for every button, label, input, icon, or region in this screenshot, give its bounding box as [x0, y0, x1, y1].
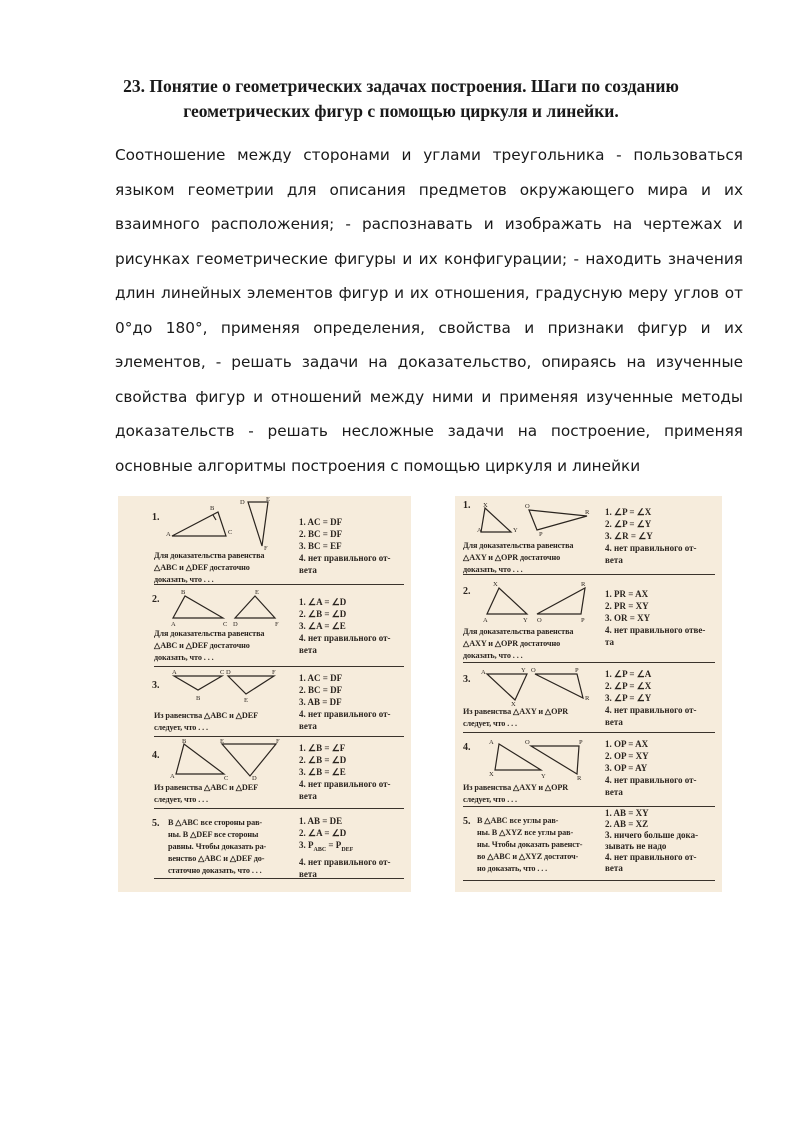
paragraph-line: основные алгоритмы построения с помощью циркуля и линейки	[115, 456, 641, 475]
body-paragraph	[115, 138, 743, 483]
paragraph-line: языком геометрии для описания предметов окружающего мира и их	[115, 180, 743, 199]
divider	[154, 666, 404, 667]
vertex-label: A	[172, 669, 177, 676]
question-line: но доказать, что . . .	[477, 864, 548, 873]
question-line: Для доказательства равенства	[463, 627, 574, 636]
option: 4. нет правильного отве-	[605, 625, 706, 635]
task-question	[463, 782, 568, 806]
option: 3. OP = AY	[605, 763, 648, 773]
triangles-figure	[477, 502, 597, 540]
vertex-label: D	[252, 775, 257, 782]
question-line: ны. В △XYZ все углы рав-	[477, 828, 574, 837]
option: вета	[605, 787, 623, 797]
paragraph-line: элементов, - решать задачи на доказательство, опираясь на изученные	[115, 353, 743, 371]
vertex-label: Y	[541, 773, 546, 780]
vertex-label: R	[581, 581, 586, 588]
vertex-label: C	[223, 621, 228, 628]
option: 2. ∠B = ∠D	[299, 609, 347, 619]
triangles-figure	[477, 580, 607, 624]
vertex-label: P	[581, 617, 585, 624]
paragraph-line: рисунках геометрические фигуры и их конфигурации; - находить значения	[115, 249, 743, 268]
task-1	[455, 496, 722, 576]
task-options	[299, 742, 391, 802]
vertex-label: F	[276, 738, 280, 745]
question-line: следует, что . . .	[463, 795, 517, 804]
task-question	[154, 550, 264, 586]
option: 4. нет правильного от-	[299, 553, 391, 563]
option: 4. нет правильного от-	[299, 633, 391, 643]
worksheet-left	[118, 496, 411, 892]
task-4	[455, 734, 722, 808]
task-options	[605, 808, 698, 874]
question-line: Из равенства △ABC и △DEF	[154, 783, 259, 792]
question-line: доказать, что . . .	[154, 575, 214, 584]
vertex-label: B	[196, 695, 201, 702]
option: 2. ∠B = ∠D	[299, 755, 347, 765]
question-line: ны. В △DEF все стороны	[168, 830, 259, 839]
vertex-label: F	[272, 669, 276, 676]
paragraph-line: 0°до 180°, применяя определения, свойства и признаки фигур и их	[115, 318, 743, 337]
option: вета	[605, 863, 623, 873]
vertex-label: A	[481, 669, 486, 676]
title-line-1: 23. Понятие о геометрических задачах построения. Шаги по созданию	[123, 76, 679, 96]
vertex-label: P	[575, 667, 579, 674]
vertex-label: X	[493, 581, 498, 588]
option: 1. OP = AX	[605, 739, 649, 749]
divider	[154, 584, 404, 585]
task-4	[118, 736, 411, 810]
vertex-label: C	[220, 669, 225, 676]
option: 2. PR = XY	[605, 601, 649, 611]
task-number: 1.	[152, 512, 160, 523]
task-number: 3.	[152, 680, 160, 691]
question-line: доказать, что . . .	[154, 653, 214, 662]
option: вета	[605, 717, 623, 727]
option: 1. PR = AX	[605, 589, 649, 599]
divider	[463, 732, 715, 733]
option: 3. ∠R = ∠Y	[605, 531, 653, 541]
triangles-figure	[163, 588, 293, 628]
task-5	[118, 812, 411, 892]
question-line: следует, что . . .	[154, 723, 208, 732]
task-number: 2.	[463, 586, 471, 597]
option: 1. ∠A = ∠D	[299, 597, 347, 607]
question-line: Для доказательства равенства	[154, 551, 265, 560]
task-options	[299, 516, 391, 576]
task-number: 5.	[152, 818, 160, 829]
vertex-label: E	[244, 697, 248, 704]
vertex-label: D	[233, 621, 238, 628]
paragraph-line: взаимного расположения; - распознавать и изображать на чертежах и	[115, 215, 743, 233]
question-line: △ABC и △DEF достаточно	[154, 563, 250, 572]
option: 3. BC = EF	[299, 541, 342, 551]
vertex-label: O	[537, 617, 542, 624]
option: 1. AB = XY	[605, 808, 649, 818]
vertex-label: B	[210, 505, 215, 512]
subscript: ABC	[313, 846, 327, 853]
vertex-label: A	[171, 621, 176, 628]
option: 4. нет правильного от-	[299, 709, 391, 719]
divider	[463, 806, 715, 807]
task-options	[605, 738, 697, 798]
option: 2. BC = DF	[299, 529, 343, 539]
divider	[154, 878, 404, 879]
divider	[463, 662, 715, 663]
vertex-label: Y	[521, 667, 526, 674]
option: 2. AB = XZ	[605, 819, 649, 829]
task-options	[605, 588, 705, 648]
vertex-label: X	[511, 701, 516, 708]
question-line: В △ABC все стороны рав-	[168, 818, 263, 827]
option: 3. AB = DF	[299, 697, 342, 707]
question-line: Для доказательства равенства	[463, 541, 574, 550]
vertex-label: R	[585, 695, 590, 702]
task-question	[463, 706, 568, 730]
vertex-label: C	[228, 529, 233, 536]
vertex-label: A	[170, 773, 175, 780]
divider	[463, 880, 715, 881]
triangles-figure	[168, 668, 288, 704]
worksheet-right	[455, 496, 722, 892]
option: 3. ничего больше дока-	[605, 830, 699, 840]
task-3	[455, 664, 722, 734]
vertex-label: P	[539, 531, 543, 538]
option: 3. ∠P = ∠Y	[605, 693, 652, 703]
triangles-figure	[477, 666, 607, 706]
task-1	[118, 496, 411, 584]
divider	[463, 574, 715, 575]
vertex-label: X	[483, 502, 488, 509]
task-number: 1.	[463, 500, 471, 511]
vertex-label: A	[489, 739, 494, 746]
triangles-figure	[168, 738, 298, 780]
option: вета	[299, 645, 317, 655]
vertex-label: C	[224, 775, 229, 782]
paragraph-line: доказательств - решать несложные задачи на построение, применяя	[115, 422, 743, 440]
option: 3. ∠B = ∠E	[299, 767, 346, 777]
option: 1. ∠P = ∠A	[605, 669, 652, 679]
question-line: В △ABC все углы рав-	[477, 816, 559, 825]
triangles-figure	[158, 498, 278, 554]
option: 3. OR = XY	[605, 613, 651, 623]
vertex-label: F	[264, 545, 268, 552]
vertex-label: Y	[513, 527, 518, 534]
option: зывать не надо	[605, 841, 667, 851]
option: 4. нет правильного от-	[605, 775, 697, 785]
option-text: 3. P	[299, 840, 314, 850]
task-options	[299, 596, 391, 656]
option: 1. AC = DF	[299, 517, 343, 527]
title-line-2: геометрических фигур с помощью циркуля и линейки.	[183, 101, 619, 121]
vertex-label: Y	[523, 617, 528, 624]
task-5	[455, 808, 722, 892]
option: 1. ∠B = ∠F	[299, 743, 346, 753]
task-number: 5.	[463, 816, 471, 827]
task-number: 2.	[152, 594, 160, 605]
question-line: Из равенства △AXY и △OPR	[463, 783, 569, 792]
vertex-label: D	[226, 669, 231, 676]
task-question	[463, 540, 573, 576]
option: 2. ∠P = ∠X	[605, 681, 652, 691]
question-line: венство △ABC и △DEF до-	[168, 854, 265, 863]
paragraph-line: свойства фигур и отношений между ними и применяя изученные методы	[115, 387, 743, 406]
question-line: △ABC и △DEF достаточно	[154, 641, 250, 650]
question-line: △AXY и △OPR достаточно	[463, 553, 561, 562]
question-line: Из равенства △ABC и △DEF	[154, 711, 259, 720]
task-options	[605, 668, 697, 728]
vertex-label: A	[483, 617, 488, 624]
option: 3. ∠A = ∠E	[299, 621, 346, 631]
question-line: Для доказательства равенства	[154, 629, 265, 638]
task-number: 4.	[463, 742, 471, 753]
question-line: следует, что . . .	[463, 719, 517, 728]
question-line: ны. Чтобы доказать равенст-	[477, 840, 583, 849]
task-options	[605, 506, 697, 566]
option: вета	[605, 555, 623, 565]
option-text: = P	[326, 840, 342, 850]
vertex-label: B	[181, 589, 186, 596]
option: 4. нет правильного от-	[605, 543, 697, 553]
task-number: 3.	[463, 674, 471, 685]
vertex-label: R	[577, 775, 582, 782]
option: 2. ∠A = ∠D	[299, 828, 347, 838]
option: 4. нет правильного от-	[605, 852, 697, 862]
option: вета	[299, 868, 317, 879]
task-question	[463, 626, 573, 662]
vertex-label: E	[220, 738, 224, 745]
vertex-label: P	[579, 739, 583, 746]
question-line: доказать, что . . .	[463, 651, 523, 660]
task-question	[477, 815, 582, 875]
option: 1. ∠P = ∠X	[605, 507, 652, 517]
task-number: 4.	[152, 750, 160, 761]
question-line: равны. Чтобы доказать ра-	[168, 842, 267, 851]
divider	[154, 808, 404, 809]
question-line: статочно доказать, что . . .	[168, 866, 262, 875]
page-title	[80, 74, 722, 124]
vertex-label: O	[525, 503, 530, 510]
vertex-label: F	[275, 621, 279, 628]
question-line: доказать, что . . .	[463, 565, 523, 574]
question-line: Из равенства △AXY и △OPR	[463, 707, 569, 716]
task-question	[154, 710, 258, 734]
task-2	[455, 576, 722, 664]
task-options	[299, 815, 391, 880]
option: вета	[299, 721, 317, 731]
question-line: во △ABC и △XYZ достаточ-	[477, 852, 579, 861]
vertex-label: O	[525, 739, 530, 746]
subscript: DEF	[341, 846, 354, 853]
paragraph-line: длин линейных элементов фигур и их отношения, градусную меру углов от	[115, 284, 743, 302]
vertex-label: A	[477, 527, 482, 534]
task-2	[118, 586, 411, 668]
vertex-label: X	[489, 771, 494, 778]
option	[299, 839, 391, 856]
option: 2. OP = XY	[605, 751, 649, 761]
vertex-label: B	[182, 738, 187, 745]
task-options	[299, 672, 391, 732]
task-question	[154, 628, 264, 664]
option: 2. ∠P = ∠Y	[605, 519, 652, 529]
paragraph-line: Соотношение между сторонами и углами треугольника - пользоваться	[115, 146, 743, 164]
vertex-label: D	[240, 499, 245, 506]
question-line: следует, что . . .	[154, 795, 208, 804]
option: 4. нет правильного от-	[299, 779, 391, 789]
option: вета	[299, 791, 317, 801]
task-question	[168, 817, 266, 877]
task-3	[118, 668, 411, 736]
vertex-label: E	[255, 589, 259, 596]
option: 2. BC = DF	[299, 685, 343, 695]
option: вета	[299, 565, 317, 575]
vertex-label: A	[166, 531, 171, 538]
option: 1. AB = DE	[299, 816, 343, 826]
option: 1. AC = DF	[299, 673, 343, 683]
vertex-label: R	[585, 509, 590, 516]
task-question	[154, 782, 258, 806]
question-line: △AXY и △OPR достаточно	[463, 639, 561, 648]
triangles-figure	[485, 736, 605, 780]
vertex-label: O	[531, 667, 536, 674]
option: 4. нет правильного от-	[299, 856, 391, 867]
vertex-label: E	[266, 496, 270, 503]
option: та	[605, 637, 615, 647]
option: 4. нет правильного от-	[605, 705, 697, 715]
